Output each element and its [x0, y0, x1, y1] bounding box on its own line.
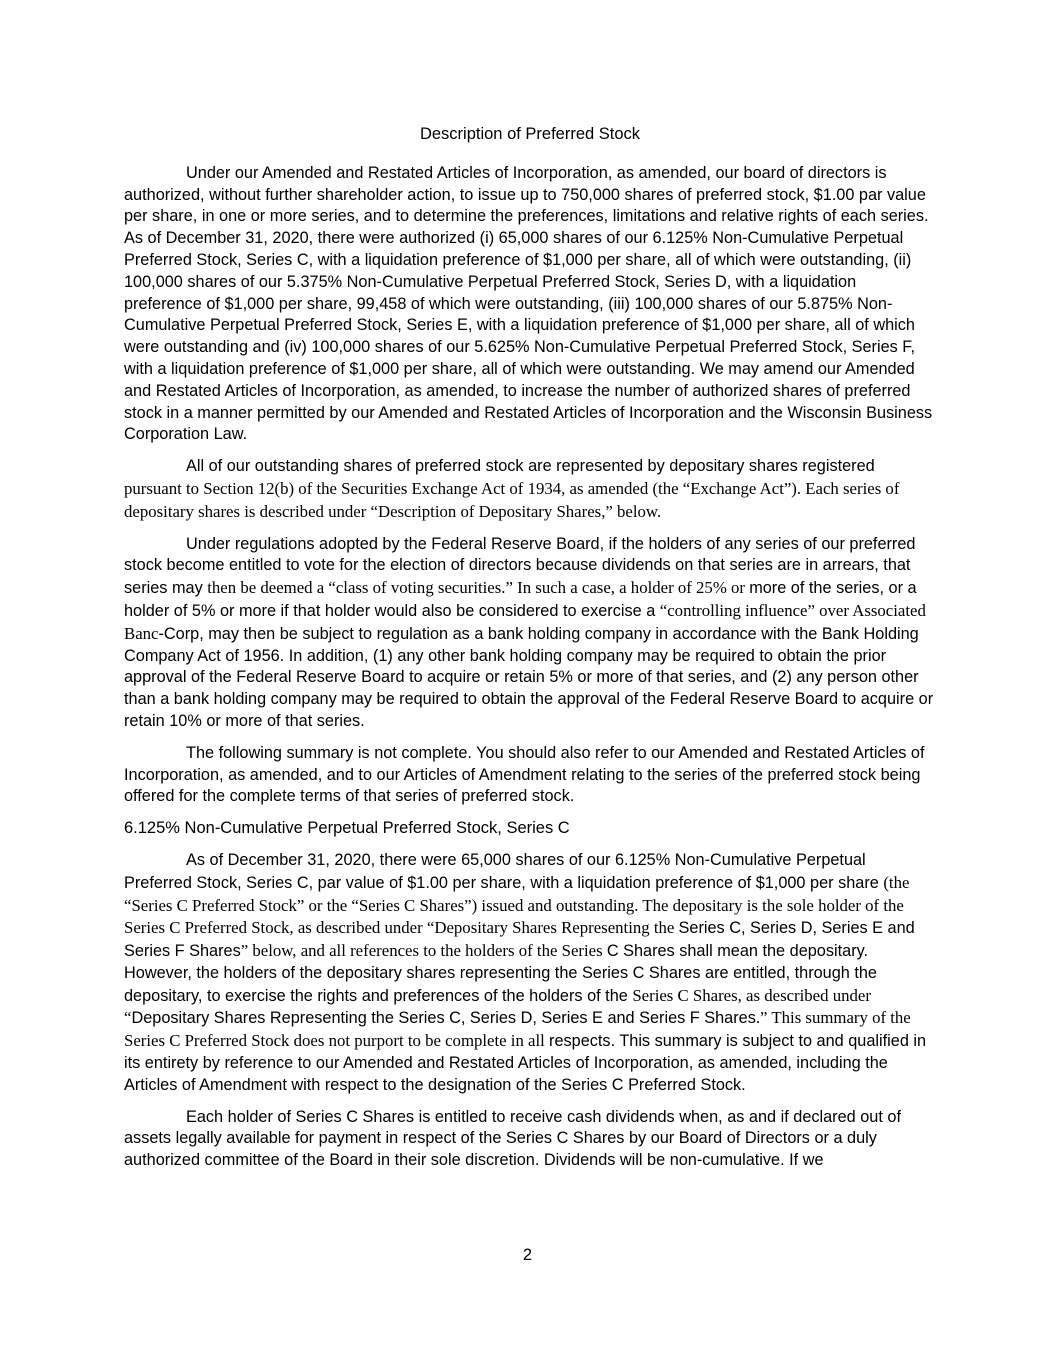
text-segment: Depositary Shares Representing the Series C, Series D, Series E and Series F Shares	[131, 1009, 756, 1028]
text-segment: ” below, and all references to the holders of the Series	[240, 941, 607, 961]
text-segment: “controlling influence” over Associated Banc	[124, 600, 926, 643]
text-segment: -Corp, may then be subject to regulation as a bank holding company in accordance with the Bank Holding Company Act of 1956. In addition, (1) any other bank holding company may be required to obtain the prior approval of the Federal Reserve Board to acquire or retain 5% or more of that series, and (2) any person other than a bank holding company may be required to obtain the approval of the Federal Reserve Board to acquire or retain 10% or more of that series.	[124, 624, 934, 730]
text-segment: pursuant to Section 12(b) of the Securities Exchange Act of 1934, as amended (the “Exchange Act”). Each series of depositary shares is described under “Description of Depositary Shares,” below.	[124, 478, 900, 521]
text-segment: As of December 31, 2020, there were 65,000 shares of our 6.125% Non-Cumulative Perpetual Preferred Stock, Series C, par value of $1.00 per share, with a liquidation preference of $1,000 per share	[124, 850, 884, 892]
text-segment: (the “Series C Preferred Stock” or the “Series C Shares”) issued and outstanding. The depositary is the sole holder of the Series C Preferred Stock, as described under “Depositary Shares Representing the	[124, 872, 910, 938]
text-segment: Series C, Series D, Series E and Series F Shares	[124, 919, 915, 961]
section-heading: 6.125% Non-Cumulative Perpetual Preferred Stock, Series C	[124, 819, 570, 838]
text-segment: .” This summary of the Series C Preferred Stock does not purport to be complete in all	[124, 1008, 911, 1051]
document-page	[124, 124, 936, 1182]
section-paragraphs	[124, 850, 936, 1172]
paragraph	[124, 163, 936, 446]
text-segment: All of our outstanding shares of preferred stock are represented by depositary shares registered	[186, 457, 875, 476]
text-segment: more of the series, or a holder of 5% or more if that holder would also be considered to exercise a	[124, 579, 917, 620]
document-title: Description of Preferred Stock	[419, 125, 641, 143]
paragraph	[124, 1107, 936, 1172]
text-segment: Under our Amended and Restated Articles of Incorporation, as amended, our board of directors is authorized, without further shareholder action, to issue up to 750,000 shares of preferred stock, $1.00 par value per share, in one or more series, and to determine the preferences, limitations and relative rights of each series. As of December 31, 2020, there were authorized (i) 65,000 shares of our 6.125% Non-Cumulative Perpetual Preferred Stock, Series C, with a liquidation preference of $1,000 per share, all of which were outstanding, (ii) 100,000 shares of our 5.375% Non-Cumulative Perpetual Preferred Stock, Series D, with a liquidation preference of $1,000 per share, 99,458 of which were outstanding, (iii) 100,000 shares of our 5.875% Non-Cumulative Perpetual Preferred Stock, Series E, with a liquidation preference of $1,000 per share, all of which were outstanding and (iv) 100,000 shares of our 5.625% Non-Cumulative Perpetual Preferred Stock, Series F, with a liquidation preference of $1,000 per share, all of which were outstanding. We may amend our Amended and Restated Articles of Incorporation, as amended, to increase the number of authorized shares of preferred stock in a manner permitted by our Amended and Restated Articles of Incorporation and the Wisconsin Business Corporation Law.	[124, 163, 933, 444]
text-segment: Each holder of Series C Shares is entitled to receive cash dividends when, as and if declared out of assets legally available for payment in respect of the Series C Shares by our Board of Directors or a duly authorized committee of the Board in their sole discretion. Dividends will be non-cumulative. If we	[124, 1107, 901, 1170]
page-number: 2	[522, 1246, 533, 1264]
text-segment: then be deemed a “class of voting securities.” In such a case, a holder of 25% or	[207, 578, 750, 598]
text-segment: C Shares shall mean the depositary. However, the holders of the depositary shares representing the Series C Shares are entitled, through the depositary, to exercise the rights and preferences of the holders of the	[124, 942, 877, 1005]
body-paragraphs	[124, 163, 936, 808]
paragraph	[124, 534, 936, 733]
paragraph	[124, 743, 936, 808]
text-segment: The following summary is not complete. You should also refer to our Amended and Restated Articles of Incorporation, as amended, and to our Articles of Amendment relating to the series of the preferred stock being offered for the complete terms of that series of preferred stock.	[124, 743, 925, 806]
paragraph	[124, 456, 936, 523]
text-segment: respects. This summary is subject to and qualified in its entirety by reference to our Amended and Restated Articles of Incorporation, as amended, including the Articles of Amendment with respect to the designation of the Series C Preferred Stock.	[124, 1032, 927, 1094]
text-segment: Under regulations adopted by the Federal Reserve Board, if the holders of any series of our preferred stock become entitled to vote for the election of directors because dividends on that series are in arrears, that series may	[124, 534, 916, 598]
paragraph	[124, 850, 936, 1097]
text-segment: Series C Shares, as described under “	[124, 985, 871, 1028]
